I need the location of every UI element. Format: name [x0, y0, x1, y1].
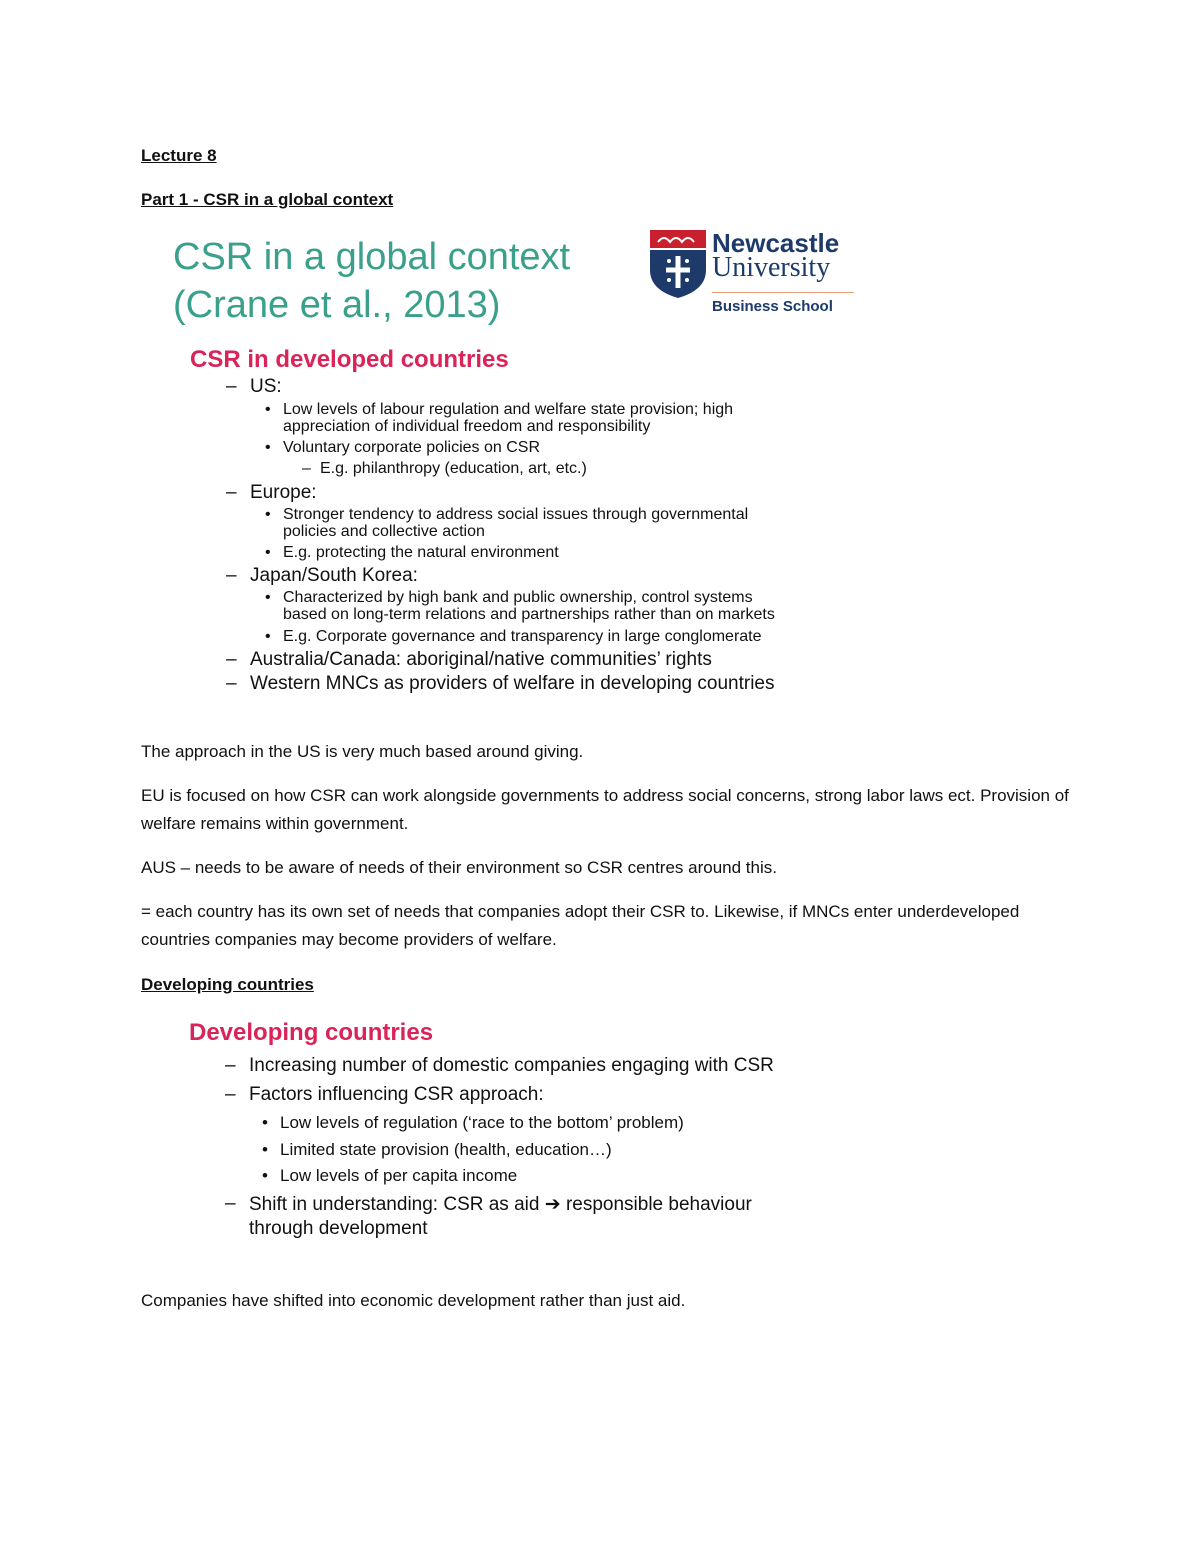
jp-bullet-1 [283, 589, 775, 623]
logo-line2: University [712, 252, 831, 283]
eu-bullet-2: • E.g. protecting the natural environment [283, 544, 559, 561]
logo-divider [712, 292, 854, 293]
university-crest-icon [650, 230, 706, 298]
factor-regulation: • Low levels of regulation (‘race to the bottom’ problem) [280, 1114, 684, 1131]
paragraph-closing: Companies have shifted into economic development rather than just aid. [141, 1291, 686, 1310]
paragraph-eu: EU is focused on how CSR can work alongside governments to address social concerns, strong labor laws ect. Provision of welfare remains within government. [141, 786, 1069, 833]
section-title-developing: Developing countries [141, 975, 314, 994]
item-western-mncs: – Western MNCs as providers of welfare in developing countries [250, 672, 775, 696]
jp-bullet-1-line2: based on long-term relations and partnerships rather than on markets [283, 606, 775, 623]
item-europe: – Europe: [250, 481, 317, 505]
paragraph-aus: AUS – needs to be aware of needs of their environment so CSR centres around this. [141, 858, 777, 877]
factor-income: • Low levels of per capita income [280, 1167, 517, 1184]
slide-csr-global-context [170, 228, 870, 698]
item-domestic-companies: – Increasing number of domestic companies engaging with CSR [249, 1054, 774, 1078]
slide-subtitle-developed: CSR in developed countries [190, 346, 509, 373]
eu-bullet-1 [283, 506, 748, 540]
item-factors: – Factors influencing CSR approach: [249, 1083, 544, 1107]
slide-title-line2: (Crane et al., 2013) [173, 284, 501, 326]
us-bullet-1-line1: Low levels of labour regulation and welfare state provision; high [283, 401, 734, 418]
item-japan-korea: – Japan/South Korea: [250, 564, 418, 588]
paragraph-summary: = each country has its own set of needs that companies adopt their CSR to. Likewise, if MNCs enter underdeveloped countries companies may become providers of welfare. [141, 902, 1020, 949]
us-bullet-1 [283, 401, 733, 435]
us-bullet-2: • Voluntary corporate policies on CSR [283, 439, 540, 456]
slide-subtitle-developing: Developing countries [189, 1019, 434, 1046]
us-bullet-2-sub: – E.g. philanthropy (education, art, etc.) [320, 460, 587, 478]
jp-bullet-1-line1: Characterized by high bank and public ownership, control systems [283, 589, 753, 606]
logo-line3: Business School [712, 298, 833, 315]
part-title: Part 1 - CSR in a global context [141, 190, 394, 209]
item-us: – US: [250, 375, 282, 399]
slide-title-line1: CSR in a global context [173, 236, 571, 278]
slide-developing-countries [170, 1016, 830, 1246]
shift-text-part2: responsible behaviour [565, 1194, 752, 1215]
lecture-title: Lecture 8 [141, 146, 217, 165]
jp-bullet-2: • E.g. Corporate governance and transparency in large conglomerate [283, 628, 762, 645]
item-australia-canada: – Australia/Canada: aboriginal/native communities’ rights [250, 648, 712, 672]
factor-state-provision: • Limited state provision (health, education…) [280, 1141, 612, 1158]
item-shift-understanding [249, 1192, 752, 1241]
us-bullet-1-line2: appreciation of individual freedom and responsibility [283, 418, 651, 435]
shift-text-line2: through development [249, 1218, 428, 1239]
shift-text-part1: Shift in understanding: CSR as aid [249, 1194, 540, 1215]
newcastle-university-logo [650, 228, 860, 323]
eu-bullet-1-line2: policies and collective action [283, 523, 485, 540]
paragraph-us: The approach in the US is very much based around giving. [141, 742, 584, 761]
eu-bullet-1-line1: Stronger tendency to address social issues through governmental [283, 506, 749, 523]
logo-line1: Newcastle [712, 228, 840, 258]
arrow-right-icon: ➔ [544, 1193, 561, 1215]
